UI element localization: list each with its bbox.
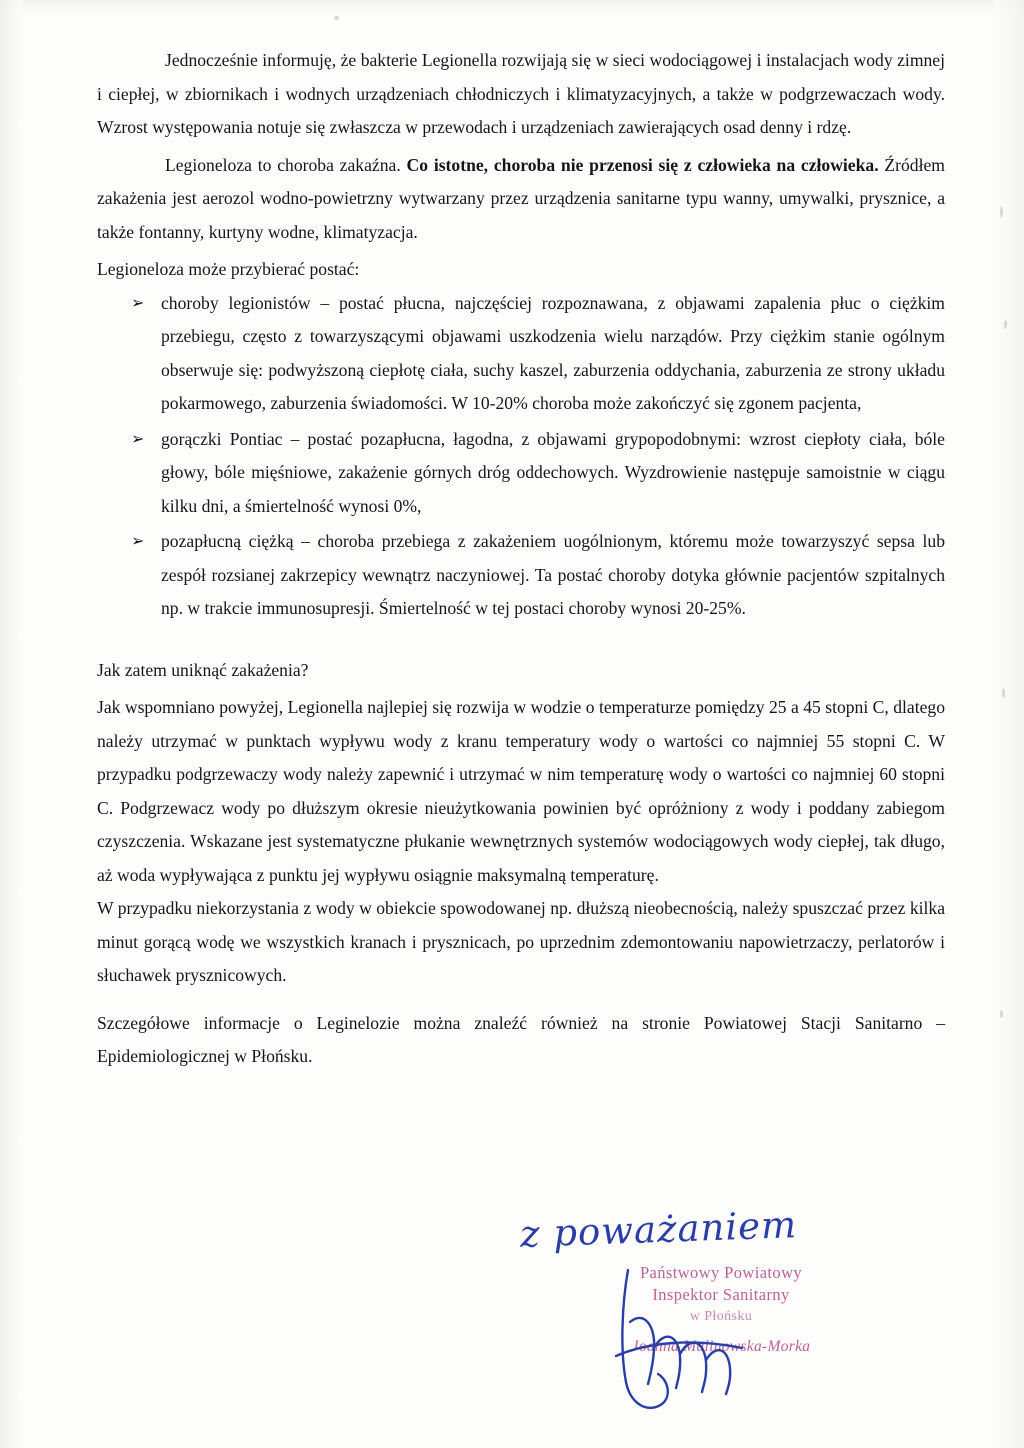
document-body xyxy=(97,44,945,1074)
list-item xyxy=(97,423,945,524)
spacer xyxy=(97,628,945,654)
arrow-bullet-icon: ➢ xyxy=(131,533,145,550)
scan-edge-top xyxy=(0,0,1024,14)
scan-speck xyxy=(1004,320,1007,329)
paragraph-forms-lead: Legioneloza może przybierać postać: xyxy=(97,259,360,279)
stamp-line-2: Inspektor Sanitarny xyxy=(652,1285,790,1304)
arrow-bullet-icon: ➢ xyxy=(131,294,145,312)
forms-list xyxy=(97,287,945,626)
paragraph-legioneloza-definition xyxy=(97,149,945,250)
paragraph-absence: W przypadku niekorzystania z wody w obiekcie spowodowanej np. dłuższą nieobecnością, należy spuszczać przez kilka minut gorącą wodę we wszystkich kranach i prysznicach, po uprzednim zdemontowaniu napowietrzaczy, perlatorów i słuchawek prysznicowych. xyxy=(97,898,945,985)
list-item xyxy=(97,525,945,626)
paragraph-question: Jak zatem uniknąć zakażenia? xyxy=(97,659,309,680)
paragraph-more-info: Szczegółowe informacje o Leginelozie można znaleźć również na stronie Powiatowej Stacji Sanitarno – Epidemiologicznej w Płońsku. xyxy=(97,1012,945,1066)
paragraph-intro: Jednocześnie informuję, że bakterie Legionella rozwijają się w sieci wodociągowej i instalacjach wody zimnej i ciepłej, w zbiornikach i wodnych urządzeniach chłodniczych i klimatyzacyjnych, a także w podgrzewaczach wody. Wzrost występowania notuje się zwłaszcza w przewodach i urządzeniach zawierających osad denny i rdzę. xyxy=(97,50,945,137)
handwritten-signature-text: z poważaniem xyxy=(519,1203,798,1256)
scan-speck xyxy=(1000,1010,1003,1018)
signature-block xyxy=(0,1196,1024,1448)
list-item-text: gorączki Pontiac – postać pozapłucna, łagodna, z objawami grypopodobnymi: wzrost ciepłoty ciała, bóle głowy, bóle mięśniowe, zakażenie górnych dróg oddechowych. Wyzdrowienie następuje samoistnie w ciągu kilku dni, a śmiertelność wynosi 0%, xyxy=(161,428,945,516)
stamp-line-3: w Płońsku xyxy=(689,1309,753,1324)
list-item xyxy=(97,287,945,421)
definition-tail: Źródłem zakażenia jest aerozol wodno-powietrzny wytwarzany przez urządzenia sanitarne typu wanny, umywalki, prysznice, a także fontanny, kurtyny wodne, klimatyzacja. xyxy=(97,154,945,242)
official-stamp xyxy=(556,1262,886,1360)
list-item-text: pozapłucną ciężką – choroba przebiega z zakażeniem uogólnionym, któremu może towarzyszyć sepsa lub zespół rozsianej zakrzepicy wewnątrz naczyniowej. Ta postać choroby dotyka głównie pacjentów szpitalnych np. w trakcie immunosupresji. Śmiertelność w tej postaci choroby wynosi 20-25%. xyxy=(161,531,945,618)
spacer xyxy=(97,993,945,1007)
scan-speck xyxy=(1002,688,1005,698)
list-item-text: choroby legionistów – postać płucna, najczęściej rozpoznawana, z objawami zapalenia płuc o ciężkim przebiegu, często z towarzyszącymi objawami uszkodzenia wielu narządów. Przy ciężkim stanie ogólnym obserwuje się: podwyższoną ciepłotę ciała, suchy kaszel, zaburzenia oddychania, zaburzenia ze strony układu pokarmowego, zaburzenia świadomości. W 10-20% choroba może zakończyć się zgonem pacjenta, xyxy=(161,292,945,413)
definition-lead: Legioneloza to choroba zakaźna. xyxy=(165,154,407,175)
definition-emphasis: Co istotne, choroba nie przenosi się z człowieka na człowieka. xyxy=(406,154,879,175)
scan-speck xyxy=(1000,206,1003,218)
paragraph-prevention: Jak wspomniano powyżej, Legionella najlepiej się rozwija w wodzie o temperaturze pomiędzy 25 a 45 stopni C, dlatego należy utrzymać w punktach wypływu wody z kranu temperatury wody o wartości co najmniej 55 stopni C. W przypadku podgrzewaczy wody należy zapewnić i utrzymać w nim temperaturę wody o wartości co najmniej 60 stopni C. Podgrzewacz wody po dłuższym okresie nieużytkowania powinien być opróżniony z wody i poddany zabiegom czyszczenia. Wskazane jest systematyczne płukanie wewnętrznych systemów wodociągowych wody ciepłej, tak długo, aż woda wypływająca z punktu jej wypływu osiągnie maksymalną temperaturę. xyxy=(97,697,945,885)
stamp-line-1: Państwowy Powiatowy xyxy=(639,1263,803,1282)
arrow-bullet-icon: ➢ xyxy=(131,430,145,448)
scan-speck xyxy=(334,16,339,20)
stamp-line-4-name: Joanna Malinowska-Morka xyxy=(631,1338,811,1355)
